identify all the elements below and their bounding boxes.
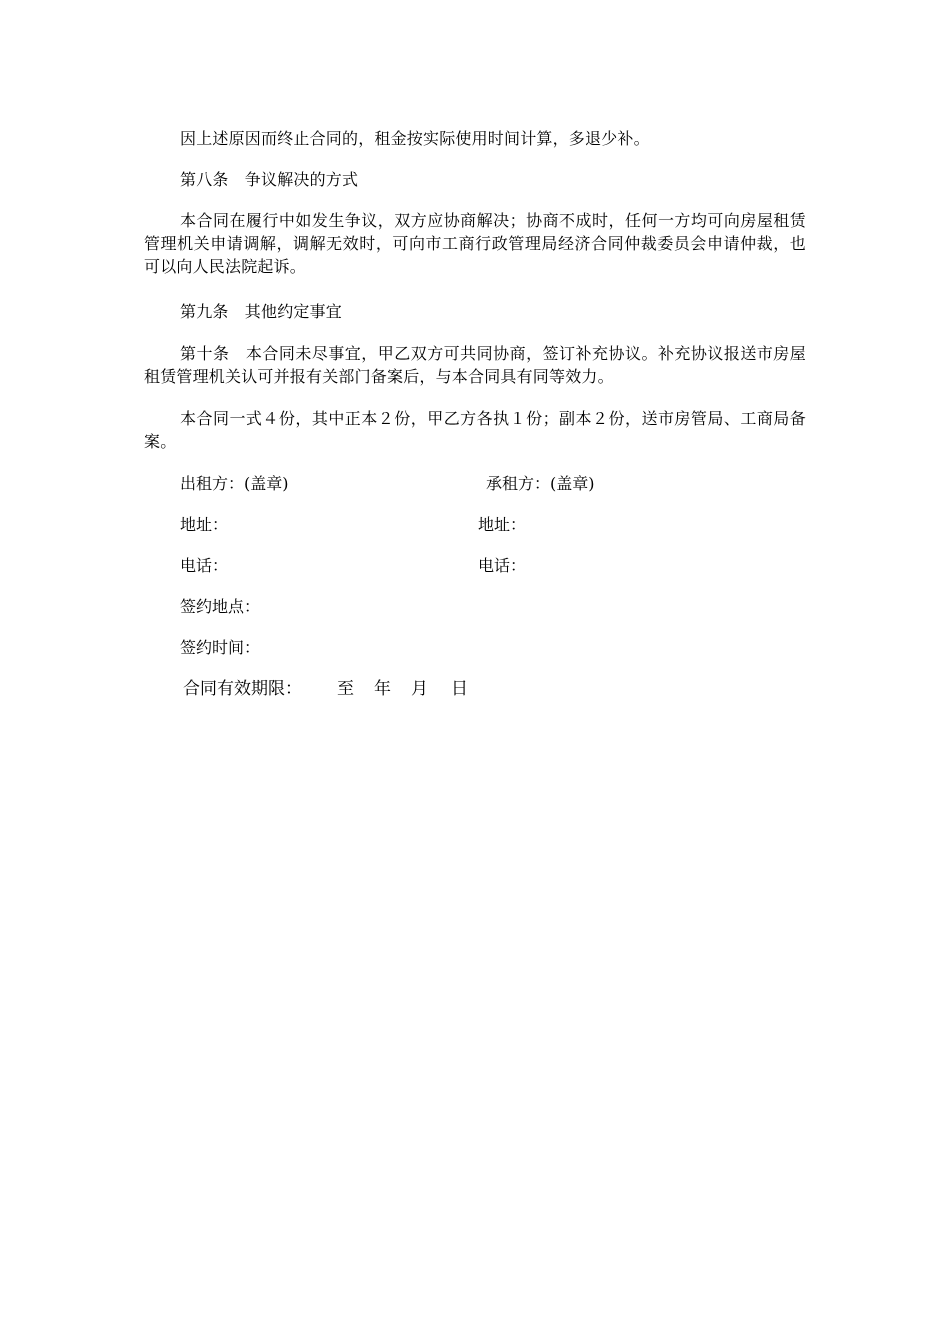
lessee-phone-label: 电话： (478, 556, 527, 575)
article-9-heading: 第九条 其他约定事宜 (180, 302, 343, 321)
lessee-address-label: 地址： (478, 515, 527, 534)
lessor-phone-label: 电话： (180, 556, 229, 575)
sign-time-label: 签约时间： (180, 638, 261, 657)
article-10-body: 第十条 本合同未尽事宜，甲乙双方可共同协商，签订补充协议。补充协议报送市房屋租赁管理机关认可并报有关部门备案后，与本合同具有同等效力。 (144, 344, 806, 386)
article-8-body: 本合同在履行中如发生争议，双方应协商解决；协商不成时，任何一方均可向房屋租赁管理机关申请调解，调解无效时，可向市工商行政管理局经济合同仲裁委员会申请仲裁，也可以向人民法院起诉。 (144, 211, 806, 276)
lessee-seal-label: 承租方：(盖章) (486, 474, 595, 493)
validity-label: 合同有效期限： (183, 679, 302, 699)
lessor-address-label: 地址： (180, 515, 229, 534)
validity-line (183, 678, 468, 700)
validity-to: 至 (337, 679, 354, 699)
sign-place-label: 签约地点： (180, 597, 261, 616)
validity-day: 日 (451, 679, 468, 699)
refund-paragraph: 因上述原因而终止合同的，租金按实际使用时间计算，多退少补。 (180, 129, 650, 148)
copies-paragraph: 本合同一式４份，其中正本２份，甲乙方各执１份；副本２份，送市房管局、工商局备案。 (144, 409, 806, 451)
lessor-seal-label: 出租方：(盖章) (180, 474, 289, 493)
article-8-heading: 第八条 争议解决的方式 (180, 170, 359, 189)
validity-month: 月 (411, 679, 428, 699)
validity-year: 年 (374, 679, 391, 699)
